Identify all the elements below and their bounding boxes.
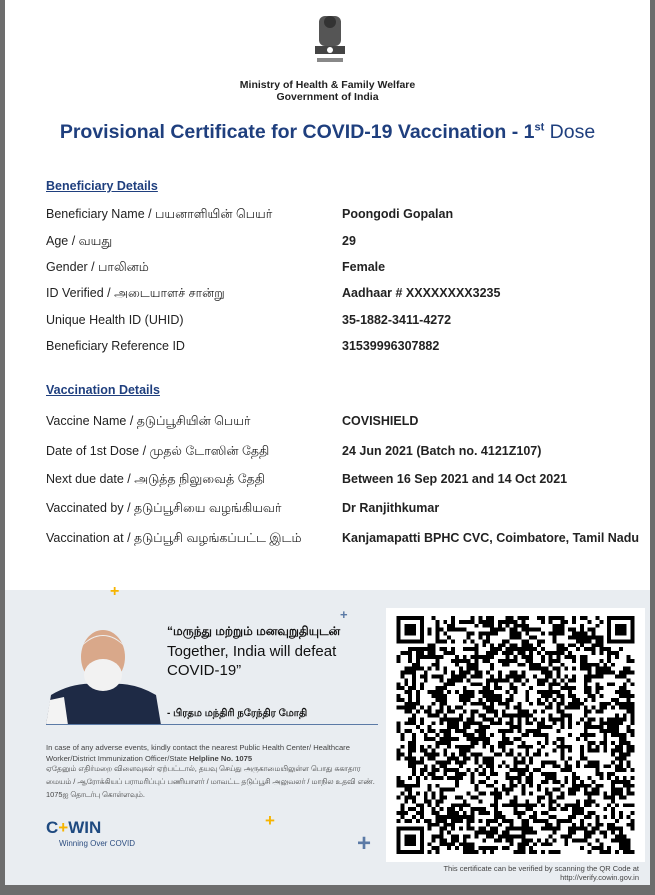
government-name: Government of India: [276, 91, 379, 103]
cowin-tagline: Winning Over COVID: [59, 839, 136, 848]
title-main: Provisional Certificate for COVID-19 Vaccination - 1: [59, 121, 535, 143]
plus-icon: +: [357, 830, 372, 857]
vaccination-label: Next due date / அடுத்த நிலுவைத் தேதி: [46, 472, 265, 486]
quote: [167, 625, 367, 680]
vaccination-value: COVISHIELD: [342, 414, 419, 428]
national-emblem-icon: [305, 12, 355, 76]
page-title: [5, 121, 650, 144]
beneficiary-label: Gender / பாலினம்: [46, 260, 149, 274]
plus-icon: +: [110, 583, 120, 600]
adverse-events-text: [46, 742, 381, 764]
beneficiary-label: Beneficiary Reference ID: [46, 339, 185, 353]
vaccination-heading: Vaccination Details: [46, 383, 160, 397]
vaccination-label: Vaccination at / தடுப்பூசி வழங்கப்பட்ட இடம்: [46, 531, 302, 545]
quote-tamil: “மருந்து மற்றும் மனவுறுதியுடன்: [167, 624, 341, 638]
quote-english: Together, India will defeat COVID-19”: [167, 643, 337, 679]
adverse-text: In case of any adverse events, kindly contact the nearest Public Health Center/ Healthcare Worker/District Immunization Officer/State: [46, 743, 350, 763]
plus-icon: +: [340, 607, 348, 622]
adverse-events-tamil: ஏதேனும் எதிர்மறை விளைவுகள் ஏற்பட்டால், தயவு செய்து அருகாமையிலுள்ள பொது சுகாதார மையம் / ஆரோக்கியப் பராமரிப்புப் பணியாளர் / மாவட்ட தடுப்பூசி அலுவலர் / மாநில உதவி எண். 1075ஐ தொடர்பு கொள்ளவும்.: [46, 764, 375, 799]
beneficiary-heading: Beneficiary Details: [46, 179, 158, 193]
verify-text: [386, 864, 639, 882]
vaccination-value: Kanjamapatti BPHC CVC, Coimbatore, Tamil Nadu: [342, 531, 640, 545]
beneficiary-value: Aadhaar # XXXXXXXX3235: [342, 286, 501, 300]
helpline-number: Helpline No. 1075: [189, 754, 253, 763]
vaccination-value: Dr Ranjithkumar: [342, 501, 440, 515]
beneficiary-value: 35-1882-3411-4272: [342, 313, 452, 327]
divider: [46, 724, 378, 725]
prime-minister-photo: [46, 625, 161, 725]
verify-url: http://verify.cowin.gov.in: [560, 873, 639, 882]
cowin-c: C: [46, 818, 59, 837]
vaccination-label: Date of 1st Dose / முதல் டோஸின் தேதி: [46, 444, 270, 458]
vaccination-label: Vaccinated by / தடுப்பூசியை வழங்கியவர்: [46, 501, 282, 515]
title-sup: st: [534, 121, 545, 134]
cowin-win: WIN: [68, 818, 102, 837]
info-panel: [5, 583, 650, 885]
beneficiary-label: Age / வயது: [46, 234, 113, 248]
beneficiary-label: ID Verified / அடையாளச் சான்று: [46, 286, 225, 300]
vaccination-value: 24 Jun 2021 (Batch no. 4121Z107): [342, 444, 542, 458]
ministry-name: Ministry of Health & Family Welfare: [239, 79, 416, 91]
qr-code: [386, 608, 645, 862]
cowin-plus: +: [58, 818, 69, 837]
cowin-logo: [46, 818, 101, 838]
certificate-page: [5, 0, 650, 885]
beneficiary-value: Poongodi Gopalan: [342, 207, 454, 221]
beneficiary-value: 29: [342, 234, 356, 248]
quote-attribution: - பிரதம மந்திரி நரேந்திர மோதி: [167, 708, 308, 719]
beneficiary-label: Unique Health ID (UHID): [46, 313, 184, 327]
title-dose: Dose: [544, 121, 596, 143]
vaccination-value: Between 16 Sep 2021 and 14 Oct 2021: [342, 472, 568, 486]
vaccination-label: Vaccine Name / தடுப்பூசியின் பெயர்: [46, 414, 251, 428]
beneficiary-label: Beneficiary Name / பயனாளியின் பெயர்: [46, 207, 273, 221]
verify-caption: This certificate can be verified by scanning the QR Code at: [443, 864, 639, 873]
beneficiary-value: Female: [342, 260, 386, 274]
qr-code-image: [394, 616, 637, 854]
beneficiary-value: 31539996307882: [342, 339, 440, 353]
plus-icon: +: [265, 811, 275, 830]
